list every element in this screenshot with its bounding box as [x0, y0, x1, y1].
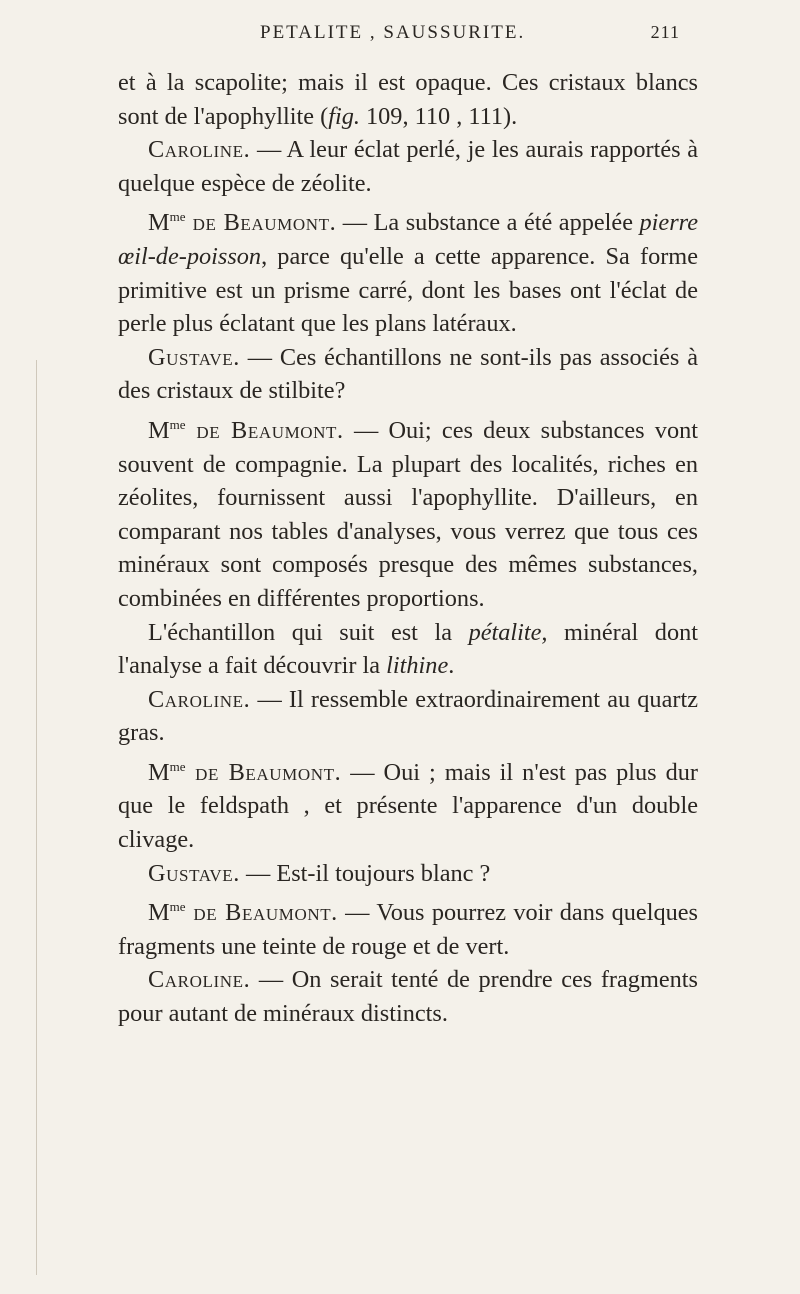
- speaker-honorific: M: [148, 416, 170, 444]
- text-run: et à la scapolite; mais il est opaque. Ces cristaux blancs sont de l'apophyllite (: [118, 69, 698, 130]
- page-body: [118, 66, 698, 1031]
- speaker-honorific-sup: me: [169, 209, 186, 225]
- text-run: minéral dont l'analyse a fait découvrir la: [118, 618, 699, 680]
- text-run: — Vous pourrez voir dans quelques fragments une teinte de rouge et de vert.: [118, 899, 698, 960]
- text-run: — La substance a été appelée: [336, 209, 640, 237]
- text-run: , parce qu'elle a cette apparence. Sa forme primitive est un prisme carré, dont les bases ont l'éclat de perle plus éclatant que les plans latéraux.: [118, 242, 698, 338]
- speaker-name: de Beaumont.: [185, 758, 342, 786]
- text-run: — Oui ; mais il n'est pas plus dur que le feldspath , et présente l'apparence d'un double clivage.: [118, 758, 698, 854]
- dialogue-paragraph: [118, 408, 698, 616]
- speaker-name: de Beaumont.: [185, 416, 344, 444]
- text-run: — On serait tenté de prendre ces fragments pour autant de minéraux distincts.: [118, 966, 698, 1028]
- text-run: — Est-il toujours blanc ?: [239, 859, 491, 887]
- dialogue-paragraph: [118, 750, 698, 857]
- speaker-name: Caroline.: [148, 966, 251, 994]
- italic-term: lithine: [386, 652, 449, 680]
- speaker-name: Gustave.: [148, 343, 240, 371]
- text-run: 109, 110 , 111).: [359, 102, 518, 130]
- italic-term: pétalite,: [468, 618, 548, 646]
- dialogue-paragraph: [118, 857, 698, 891]
- speaker-honorific: M: [148, 209, 170, 237]
- text-run: — Oui; ces deux substances vont souvent de compagnie. La plupart des localités, riches en zéolites, fournissent aussi l'apophyllite. D'ailleurs, en comparant nos tables d'analyses, vous verrez que tous ces minéraux sont composés presque des mêmes substances, combinées en différentes proportions.: [118, 416, 698, 612]
- gutter-line: [36, 360, 37, 1275]
- text-run: .: [448, 652, 455, 680]
- running-title: PETALITE , SAUSSURITE.: [260, 22, 526, 43]
- speaker-name: de Beaumont.: [185, 209, 337, 237]
- speaker-honorific: M: [148, 758, 170, 786]
- speaker-name: de Beaumont.: [185, 899, 338, 927]
- speaker-honorific-sup: me: [169, 758, 186, 774]
- text-run: — A leur éclat perlé, je les aurais rapportés à quelque espèce de zéolite.: [118, 136, 698, 197]
- italic-term: fig.: [328, 102, 360, 130]
- dialogue-paragraph: [118, 683, 698, 750]
- dialogue-paragraph: [118, 133, 698, 200]
- speaker-honorific-sup: me: [169, 899, 186, 915]
- dialogue-paragraph: [118, 890, 698, 963]
- text-run: L'échantillon qui suit est la: [148, 618, 469, 646]
- paragraph: [118, 66, 698, 133]
- speaker-name: Gustave.: [148, 859, 240, 887]
- text-run: — Ces échantillons ne sont-ils pas associés à des cristaux de stilbite?: [118, 343, 698, 405]
- speaker-honorific: M: [148, 899, 170, 927]
- speaker-name: Caroline.: [148, 136, 251, 164]
- speaker-name: Caroline.: [148, 685, 251, 713]
- italic-term: pierre œil-de-poisson: [118, 209, 698, 270]
- dialogue-paragraph: [118, 200, 698, 340]
- dialogue-paragraph: [118, 341, 698, 408]
- running-header: [140, 22, 680, 44]
- dialogue-paragraph: [118, 963, 698, 1030]
- page-number: 211: [650, 22, 680, 42]
- speaker-honorific-sup: me: [169, 416, 186, 432]
- text-run: — Il ressemble extraordinairement au quartz gras.: [118, 685, 698, 747]
- paragraph: [118, 616, 698, 683]
